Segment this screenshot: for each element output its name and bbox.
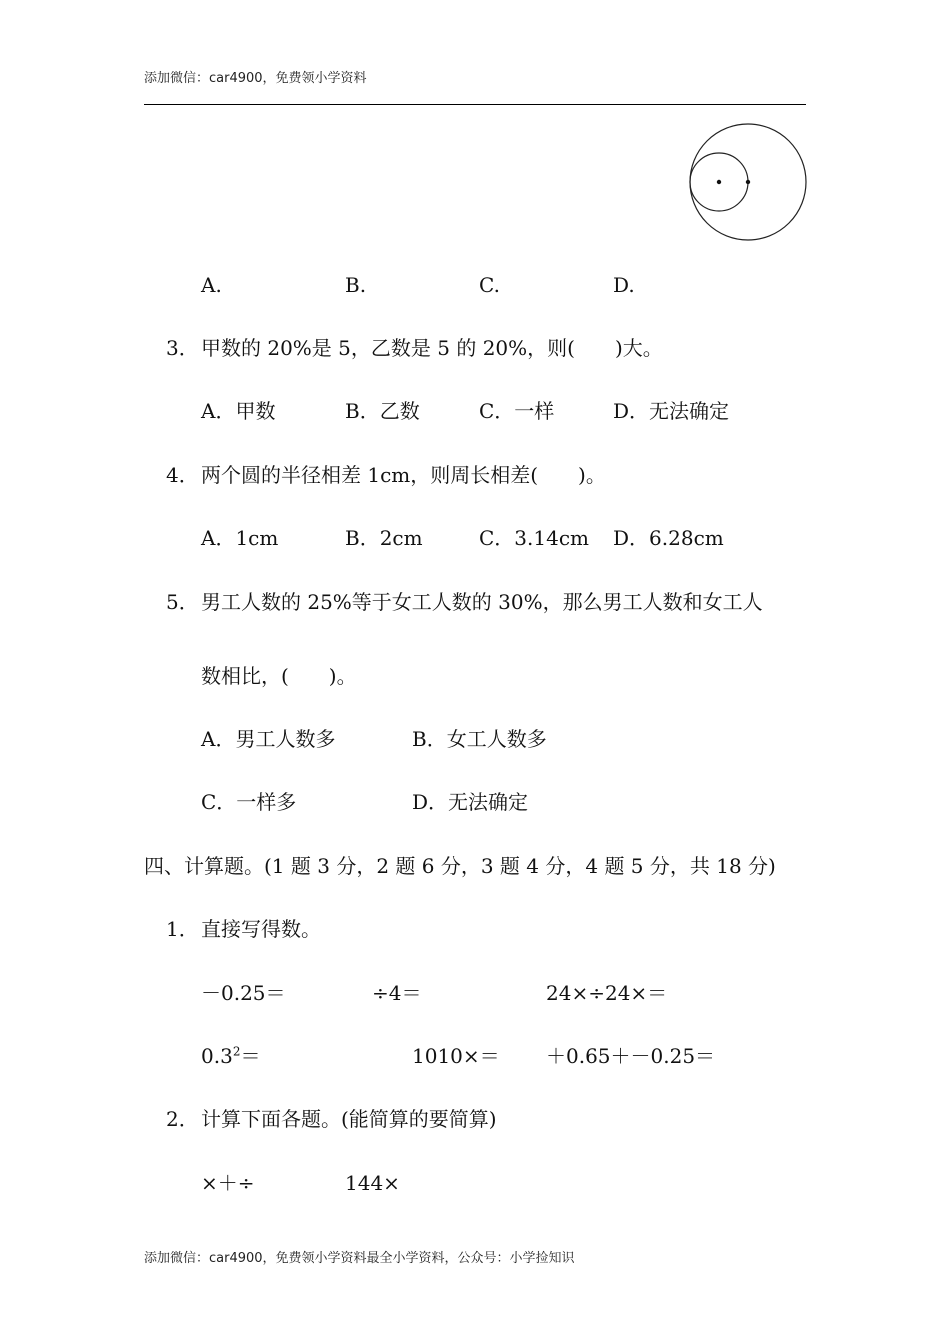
calc1-item-4-equals: ＝ (240, 1044, 261, 1068)
q2-option-a[interactable]: A. (201, 273, 222, 297)
calc2-item-2: 144× (345, 1171, 400, 1195)
q3-number: 3． (166, 336, 199, 360)
q3-stem: 甲数的 20%是 5，乙数是 5 的 20%，则( )大。 (201, 336, 663, 360)
calc2-item-1: ×＋÷ (201, 1171, 255, 1195)
calc1-item-2: ÷4＝ (372, 981, 422, 1005)
calc1-title: 直接写得数。 (201, 917, 321, 941)
q4-option-a[interactable]: A．1cm (201, 526, 279, 550)
q5-option-b[interactable]: B．女工人数多 (412, 727, 547, 751)
q3-option-c[interactable]: C．一样 (479, 399, 555, 423)
calc1-number: 1． (166, 917, 199, 941)
calc1-item-4-exponent: 2 (232, 1044, 241, 1059)
q5-stem-line2: 数相比，( )。 (201, 664, 357, 688)
calc1-item-5: 1010×＝ (412, 1044, 500, 1068)
calc2-number: 2． (166, 1107, 199, 1131)
large-circle-center (746, 180, 750, 184)
q5-number: 5． (166, 590, 199, 614)
section-4-title: 四、计算题。(1 题 3 分，2 题 6 分，3 题 4 分，4 题 5 分，共 18 分) (144, 854, 776, 878)
q2-option-c[interactable]: C. (479, 273, 500, 297)
q5-option-a[interactable]: A．男工人数多 (201, 727, 336, 751)
calc2-title: 计算下面各题。(能简算的要简算) (201, 1107, 497, 1131)
q5-stem-line1: 男工人数的 25%等于女工人数的 30%，那么男工人数和女工人 (201, 590, 763, 614)
q4-stem: 两个圆的半径相差 1cm，则周长相差( )。 (201, 463, 606, 487)
nested-circles-figure (686, 120, 810, 244)
q2-option-b[interactable]: B. (345, 273, 367, 297)
page-header: 添加微信：car4900，免费领小学资料 (144, 71, 367, 86)
q4-option-b[interactable]: B．2cm (345, 526, 423, 550)
page-footer: 添加微信：car4900，免费领小学资料最全小学资料，公众号：小学捡知识 (144, 1251, 575, 1266)
calc1-item-4-base: 0.3 (201, 1044, 233, 1068)
q5-option-c[interactable]: C．一样多 (201, 790, 297, 814)
q4-number: 4． (166, 463, 199, 487)
q3-option-a[interactable]: A．甲数 (201, 399, 276, 423)
q3-option-b[interactable]: B．乙数 (345, 399, 420, 423)
small-circle-center (717, 180, 721, 184)
calc1-item-3: 24×÷24×＝ (546, 981, 668, 1005)
calc1-item-4 (201, 1043, 260, 1069)
calc1-item-1: －0.25＝ (201, 981, 286, 1005)
q4-option-d[interactable]: D．6.28cm (613, 526, 724, 550)
q2-option-d[interactable]: D. (613, 273, 635, 297)
q5-option-d[interactable]: D．无法确定 (412, 790, 529, 814)
q3-option-d[interactable]: D．无法确定 (613, 399, 730, 423)
calc1-item-6: ＋0.65＋－0.25＝ (546, 1044, 716, 1068)
header-rule (144, 104, 806, 105)
q4-option-c[interactable]: C．3.14cm (479, 526, 589, 550)
